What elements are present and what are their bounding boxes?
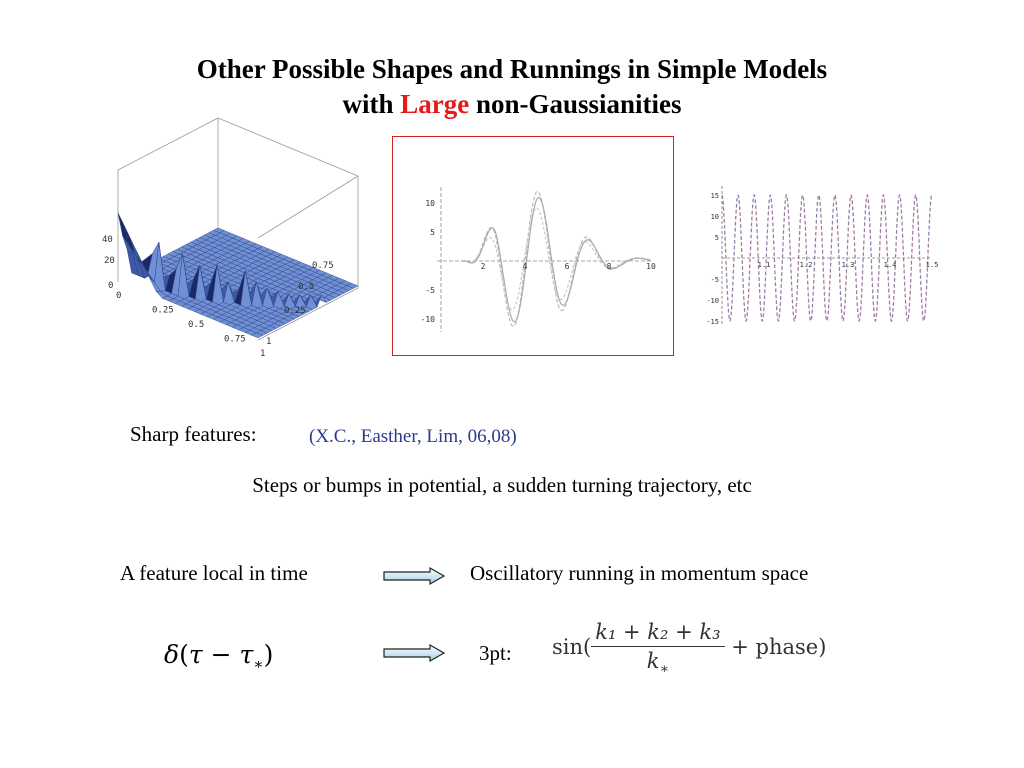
steps-bumps-text: Steps or bumps in potential, a sudden turning trajectory, etc [252, 473, 752, 497]
right-arrow-icon [382, 566, 446, 586]
x-tick-label: 1.1 [757, 261, 771, 269]
y-tick-label: -5 [710, 276, 719, 284]
k-star: k [646, 649, 660, 673]
x-tick-label: 6 [564, 262, 570, 271]
y-tick-label: -10 [420, 315, 435, 324]
title-large-highlight: Large [400, 89, 470, 119]
tau-symbol: τ [188, 640, 203, 669]
phase-tail: + phase) [731, 635, 827, 660]
x-tick-label: 10 [646, 262, 656, 271]
minus-sign: − [210, 640, 232, 669]
y-tick-label: -10 [706, 297, 719, 305]
y-tick-label: 0.5 [298, 282, 315, 292]
surface-3d-plot [98, 150, 348, 359]
oscillatory-running-text: Oscillatory running in momentum space [470, 561, 809, 585]
title-with: with [342, 89, 394, 119]
x-tick-label: 0.75 [224, 334, 246, 345]
oscillation-curve [462, 191, 651, 326]
sinusoid-plot [700, 182, 945, 342]
title-line-2 [0, 87, 1024, 122]
x-tick-label: 0.25 [152, 305, 174, 316]
x-tick-label: 8 [606, 262, 612, 271]
z-tick-label: 0 [108, 281, 114, 291]
oscillation-plot-frame [392, 136, 674, 356]
oscillation-curve [462, 208, 651, 310]
y-tick-label: 5 [430, 228, 435, 237]
title-line-1: Other Possible Shapes and Runnings in Simple Models [196, 54, 828, 84]
oscillation-curve [462, 198, 651, 322]
damped-oscillation-curves [462, 191, 651, 326]
fraction-denominator [591, 647, 724, 677]
momentum-fraction [591, 620, 724, 677]
x-tick-label: 4 [522, 262, 528, 271]
x-tick-label: 0.5 [188, 320, 205, 330]
z-tick-label: 40 [102, 235, 113, 245]
three-point-label: 3pt: [479, 641, 512, 665]
sharp-features-label: Sharp features: [130, 422, 257, 446]
right-arrow-icon-2 [382, 643, 446, 663]
y-tick-label: 15 [710, 192, 719, 200]
x-tick-label: 1.2 [799, 261, 813, 269]
sin-open: sin( [552, 635, 592, 660]
close-paren: ) [263, 640, 274, 669]
citation-text: (X.C., Easther, Lim, 06,08) [309, 426, 517, 447]
x-tick-label: 1 [260, 349, 266, 359]
delta-function-formula [164, 640, 273, 673]
x-tick-label: 1.4 [883, 261, 897, 269]
y-tick-label: 0.25 [284, 306, 306, 316]
surface-patch [118, 213, 129, 245]
damped-oscillation-tick-labels [421, 199, 656, 324]
box-edge [258, 176, 358, 238]
surface-3d-mesh [118, 213, 358, 338]
y-tick-label: 0.75 [312, 261, 334, 271]
y-tick-label: 1 [266, 337, 272, 347]
y-tick-label: 10 [710, 213, 719, 221]
star-subscript: ∗ [253, 655, 264, 673]
k-star-subscript: ∗ [659, 661, 669, 678]
fraction-numerator: k₁ + k₂ + k₃ [591, 620, 724, 647]
y-tick-label: 10 [425, 199, 435, 208]
z-tick-label: 20 [104, 256, 115, 266]
tau-star-symbol: τ [239, 640, 254, 669]
y-tick-label: 5 [714, 234, 719, 242]
title-non-gaussianities: non-Gaussianities [475, 89, 682, 119]
x-tick-label: 1.5 [925, 261, 939, 269]
feature-local-in-time-text: A feature local in time [120, 561, 308, 585]
three-point-formula [552, 620, 826, 677]
y-tick-label: -5 [425, 286, 435, 295]
x-tick-label: 1.3 [841, 261, 855, 269]
damped-oscillation-plot [393, 137, 673, 355]
y-tick-label: -15 [706, 318, 719, 326]
slide-title [0, 52, 1024, 122]
x-tick-label: 2 [480, 262, 486, 271]
box-edge [218, 118, 358, 176]
x-tick-label: 0 [116, 291, 122, 301]
box-edge [118, 118, 218, 170]
delta-symbol: δ [164, 640, 180, 669]
open-paren: ( [179, 640, 189, 669]
